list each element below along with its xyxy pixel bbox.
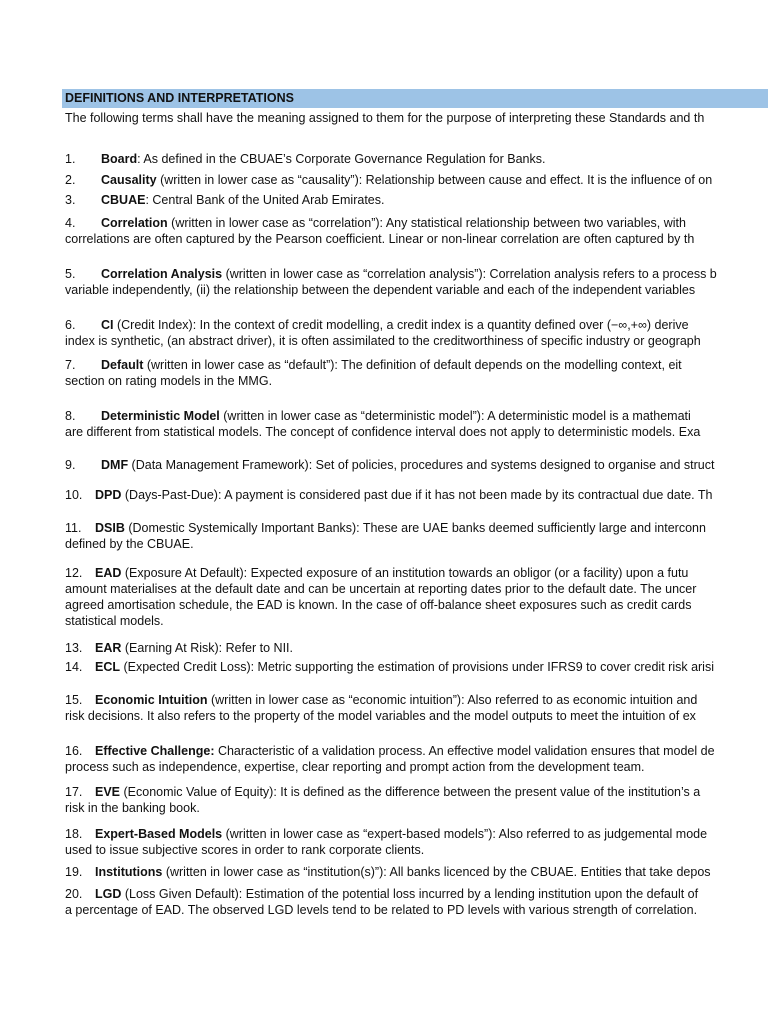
definition-entry bbox=[65, 784, 768, 816]
entry-text: (written in lower case as “deterministic model”): A deterministic model is a mathemati bbox=[219, 409, 691, 423]
entry-number: 10. bbox=[65, 488, 83, 502]
entry-line bbox=[65, 151, 768, 167]
definition-entry bbox=[65, 215, 768, 247]
entry-number: 18. bbox=[65, 827, 83, 841]
entry-term: Effective Challenge: bbox=[95, 744, 215, 758]
entry-line bbox=[65, 457, 768, 473]
entry-number: 15. bbox=[65, 693, 83, 707]
entry-text: (written in lower case as “causality”): Relationship between cause and effect. It is the influence of on bbox=[156, 173, 713, 187]
definition-entry bbox=[65, 565, 768, 629]
entry-line bbox=[65, 266, 768, 282]
entry-term: EVE bbox=[95, 785, 121, 799]
entry-number: 13. bbox=[65, 641, 83, 655]
entry-term: Institutions bbox=[95, 865, 163, 879]
definition-entry bbox=[65, 826, 768, 858]
definition-entry bbox=[65, 317, 768, 349]
entry-text: (Data Management Framework): Set of policies, procedures and systems designed to organise and struct bbox=[128, 458, 715, 472]
definition-entry bbox=[65, 266, 768, 298]
entry-line bbox=[65, 692, 768, 708]
entry-text: (written in lower case as “default”): The definition of default depends on the modelling context, eit bbox=[143, 358, 682, 372]
entry-continuation: amount materialises at the default date and can be uncertain at reporting dates prior to the default date. The uncer bbox=[65, 582, 697, 596]
intro-paragraph: The following terms shall have the meaning assigned to them for the purpose of interpreting these Standards and th bbox=[65, 111, 705, 125]
entry-number: 17. bbox=[65, 785, 83, 799]
entry-line bbox=[65, 215, 768, 231]
section-heading: DEFINITIONS AND INTERPRETATIONS bbox=[65, 91, 294, 105]
entry-line bbox=[65, 565, 768, 581]
entry-number: 12. bbox=[65, 566, 83, 580]
definition-entry bbox=[65, 864, 768, 880]
entry-term: LGD bbox=[95, 887, 122, 901]
entry-line bbox=[65, 743, 768, 759]
entry-term: CI bbox=[101, 318, 114, 332]
definition-entry bbox=[65, 659, 768, 675]
entry-line bbox=[65, 408, 768, 424]
entry-text: (Expected Credit Loss): Metric supporting the estimation of provisions under IFRS9 to cover credit risk arisi bbox=[120, 660, 714, 674]
entry-text: (Exposure At Default): Expected exposure of an institution towards an obligor (or a facility) upon a futu bbox=[121, 566, 689, 580]
entry-number: 14. bbox=[65, 660, 83, 674]
entry-term: EAD bbox=[95, 566, 122, 580]
entry-text: (Days-Past-Due): A payment is considered past due if it has not been made by its contractual due date. Th bbox=[121, 488, 713, 502]
entry-line bbox=[65, 520, 768, 536]
entry-continuation: correlations are often captured by the Pearson coefficient. Linear or non-linear correlation are often captured by th bbox=[65, 232, 695, 246]
entry-text: (written in lower case as “correlation analysis”): Correlation analysis refers to a process b bbox=[222, 267, 717, 281]
definition-entry bbox=[65, 172, 768, 188]
definition-entry bbox=[65, 457, 768, 473]
entry-text: Characteristic of a validation process. An effective model validation ensures that model de bbox=[214, 744, 715, 758]
entry-text: (Economic Value of Equity): It is defined as the difference between the present value of the institution’s a bbox=[120, 785, 701, 799]
entry-number: 6. bbox=[65, 318, 76, 332]
entry-number: 4. bbox=[65, 216, 76, 230]
definition-entry bbox=[65, 640, 768, 656]
entry-number: 1. bbox=[65, 152, 76, 166]
definition-entry bbox=[65, 192, 768, 208]
entry-term: DMF bbox=[101, 458, 129, 472]
entry-term: Correlation Analysis bbox=[101, 267, 223, 281]
entry-term: Economic Intuition bbox=[95, 693, 208, 707]
entry-number: 9. bbox=[65, 458, 76, 472]
entry-number: 8. bbox=[65, 409, 76, 423]
entry-line bbox=[65, 886, 768, 902]
entry-line bbox=[65, 487, 768, 503]
entry-term: EAR bbox=[95, 641, 122, 655]
entry-line bbox=[65, 784, 768, 800]
entry-continuation: a percentage of EAD. The observed LGD levels tend to be related to PD levels with various strength of correlation. bbox=[65, 903, 698, 917]
entry-term: CBUAE bbox=[101, 193, 146, 207]
entry-number: 3. bbox=[65, 193, 76, 207]
entry-continuation: defined by the CBUAE. bbox=[65, 537, 194, 551]
definition-entry bbox=[65, 487, 768, 503]
entry-line bbox=[65, 317, 768, 333]
entry-term: DSIB bbox=[95, 521, 125, 535]
definition-entry bbox=[65, 743, 768, 775]
definition-entry bbox=[65, 692, 768, 724]
entry-text: (written in lower case as “institution(s)”): All banks licenced by the CBUAE. Entities that take depos bbox=[162, 865, 711, 879]
entry-text: (Loss Given Default): Estimation of the potential loss incurred by a lending institution upon the default of bbox=[121, 887, 699, 901]
entry-continuation: variable independently, (ii) the relationship between the dependent variable and each of the independent variables bbox=[65, 283, 696, 297]
entry-continuation: used to issue subjective scores in order to rank corporate clients. bbox=[65, 843, 425, 857]
definition-entry bbox=[65, 151, 768, 167]
entry-number: 2. bbox=[65, 173, 76, 187]
entry-line bbox=[65, 640, 768, 656]
entry-term: Expert-Based Models bbox=[95, 827, 223, 841]
entry-continuation: risk in the banking book. bbox=[65, 801, 200, 815]
entry-continuation: risk decisions. It also refers to the property of the model variables and the model outputs to meet the intuition of ex bbox=[65, 709, 696, 723]
entry-term: Default bbox=[101, 358, 144, 372]
entry-continuation: are different from statistical models. The concept of confidence interval does not apply to deterministic models. Exa bbox=[65, 425, 701, 439]
entry-number: 11. bbox=[65, 521, 82, 535]
entry-number: 7. bbox=[65, 358, 76, 372]
entry-text: (written in lower case as “economic intuition”): Also referred to as economic intuition and bbox=[207, 693, 698, 707]
entry-number: 5. bbox=[65, 267, 76, 281]
entry-line bbox=[65, 826, 768, 842]
entry-text: (Credit Index): In the context of credit modelling, a credit index is a quantity defined over (−∞,+∞) derive bbox=[113, 318, 689, 332]
entry-number: 19. bbox=[65, 865, 83, 879]
definition-entry bbox=[65, 408, 768, 440]
entry-term: ECL bbox=[95, 660, 120, 674]
definition-entry bbox=[65, 886, 768, 918]
entry-line bbox=[65, 659, 768, 675]
entry-term: DPD bbox=[95, 488, 122, 502]
entry-number: 20. bbox=[65, 887, 83, 901]
entry-text: (written in lower case as “expert-based models”): Also referred to as judgemental mode bbox=[222, 827, 708, 841]
entry-text: : As defined in the CBUAE’s Corporate Governance Regulation for Banks. bbox=[137, 152, 546, 166]
entry-continuation: statistical models. bbox=[65, 614, 164, 628]
entry-continuation: section on rating models in the MMG. bbox=[65, 374, 273, 388]
entry-term: Board bbox=[101, 152, 138, 166]
entry-text: (Earning At Risk): Refer to NII. bbox=[121, 641, 293, 655]
entry-number: 16. bbox=[65, 744, 83, 758]
entry-line bbox=[65, 192, 768, 208]
definition-entry bbox=[65, 357, 768, 389]
entry-term: Deterministic Model bbox=[101, 409, 220, 423]
definition-entry bbox=[65, 520, 768, 552]
entry-text: : Central Bank of the United Arab Emirates. bbox=[145, 193, 385, 207]
entry-text: (written in lower case as “correlation”): Any statistical relationship between two variables, with bbox=[167, 216, 686, 230]
entry-term: Causality bbox=[101, 173, 157, 187]
entry-continuation: index is synthetic, (an abstract driver), it is often assimilated to the creditworthiness of specific industry or geograph bbox=[65, 334, 701, 348]
entry-line bbox=[65, 172, 768, 188]
entry-continuation: agreed amortisation schedule, the EAD is known. In the case of off-balance sheet exposures such as credit cards bbox=[65, 598, 692, 612]
entry-term: Correlation bbox=[101, 216, 168, 230]
entry-line bbox=[65, 864, 768, 880]
entry-continuation: process such as independence, expertise, clear reporting and prompt action from the development team. bbox=[65, 760, 645, 774]
entry-line bbox=[65, 357, 768, 373]
entry-text: (Domestic Systemically Important Banks): These are UAE banks deemed sufficiently large and interconn bbox=[124, 521, 706, 535]
